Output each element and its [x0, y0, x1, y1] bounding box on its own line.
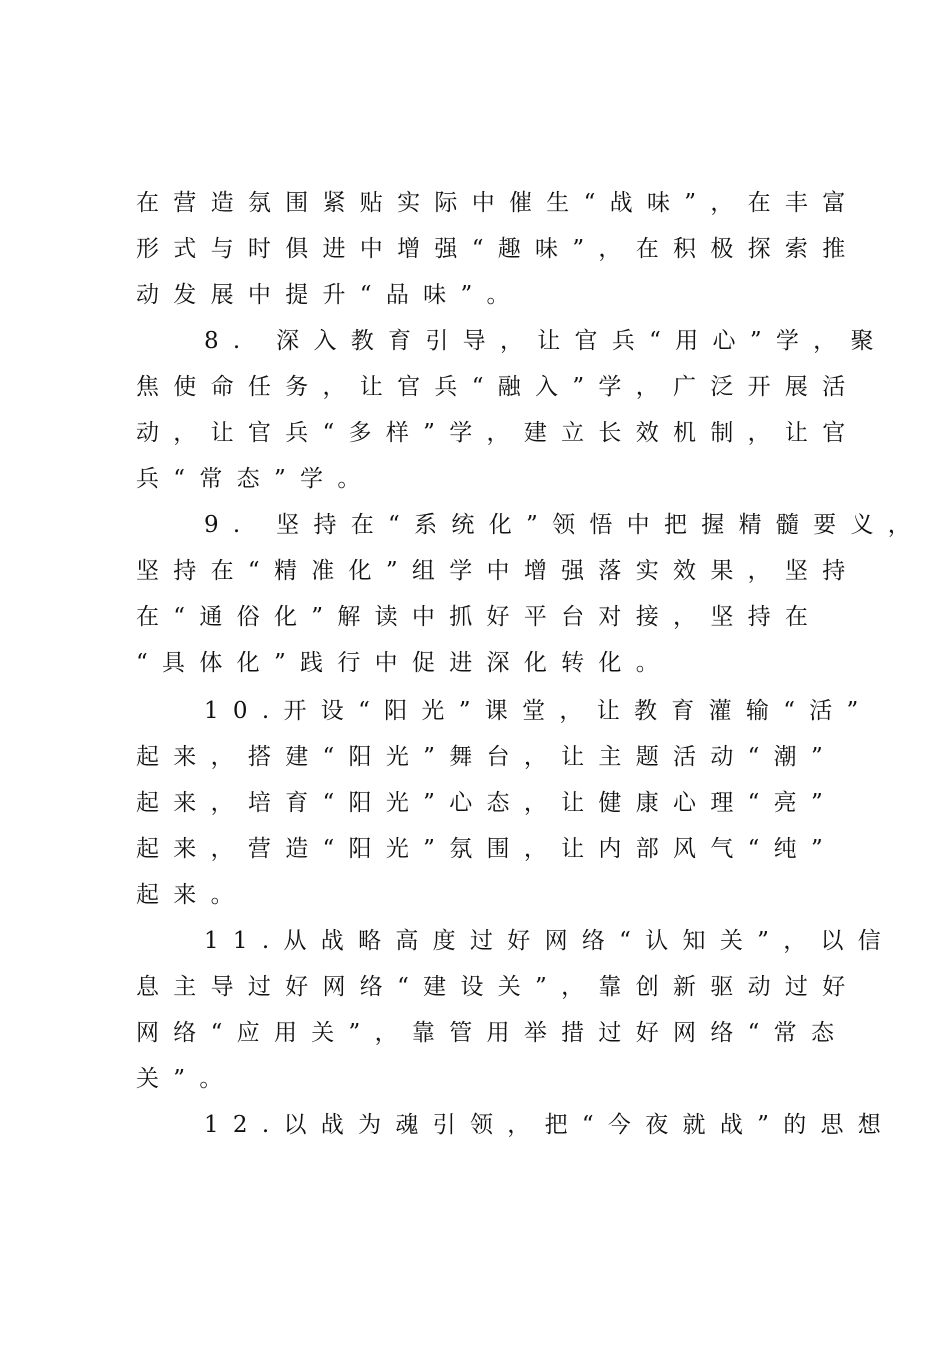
text-line: 焦使命任务，让官兵“融入”学，广泛开展活	[136, 374, 860, 400]
text-line: “具体化”践行中促进深化转化。	[136, 650, 674, 676]
text-line: 在营造氛围紧贴实际中催生“战味”，在丰富	[136, 190, 860, 216]
text-line: 起来。	[136, 882, 248, 908]
text-line: 起来，培育“阳光”心态，让健康心理“亮”	[136, 790, 838, 816]
text-line: 关”。	[136, 1066, 237, 1092]
paragraph-12-first-line: 12.以战为魂引领，把“今夜就战”的思想	[204, 1112, 896, 1138]
paragraph-10-first-line: 10.开设“阳光”课堂，让教育灌输“活”	[204, 698, 873, 724]
text-line: 在“通俗化”解读中抓好平台对接，坚持在	[136, 604, 823, 630]
text-line: 起来，营造“阳光”氛围，让内部风气“纯”	[136, 836, 838, 862]
text-line: 坚持在“精准化”组学中增强落实效果，坚持	[136, 558, 860, 584]
text-line: 起来，搭建“阳光”舞台，让主题活动“潮”	[136, 744, 838, 770]
text-line: 息主导过好网络“建设关”，靠创新驱动过好	[136, 974, 860, 1000]
text-line: 网络“应用关”，靠管用举措过好网络“常态	[136, 1020, 849, 1046]
paragraph-8-first-line: 8. 深入教育引导，让官兵“用心”学，聚	[204, 328, 888, 354]
text-line: 动发展中提升“品味”。	[136, 282, 524, 308]
text-line: 兵“常态”学。	[136, 466, 375, 492]
paragraph-9-first-line: 9. 坚持在“系统化”领悟中把握精髓要义，	[204, 512, 926, 538]
paragraph-11-first-line: 11.从战略高度过好网络“认知关”，以信	[204, 928, 896, 954]
text-line: 动，让官兵“多样”学，建立长效机制，让官	[136, 420, 860, 446]
text-line: 形式与时俱进中增强“趣味”，在积极探索推	[136, 236, 860, 262]
